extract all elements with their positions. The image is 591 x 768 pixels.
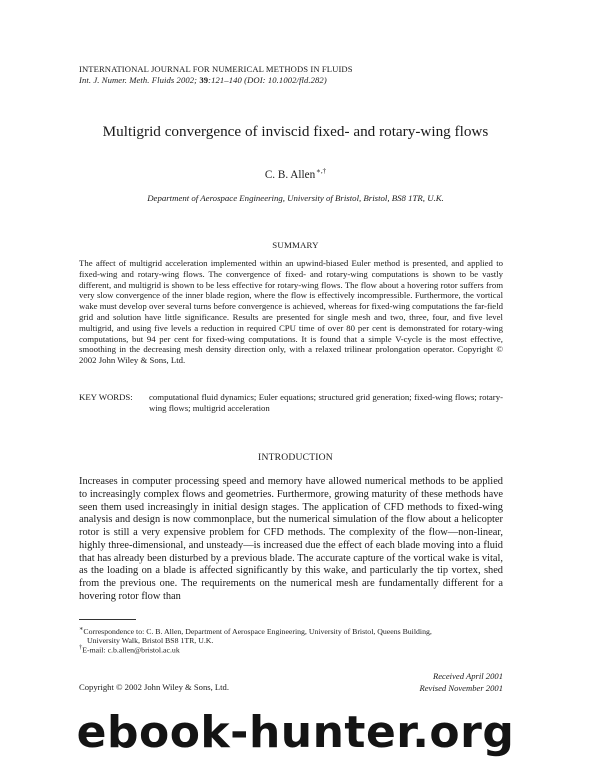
paper-title: Multigrid convergence of inviscid fixed- and rotary-wing flows <box>102 123 489 140</box>
author-email[interactable]: E-mail: c.b.allen@bristol.ac.uk <box>82 645 180 655</box>
summary-heading: SUMMARY <box>272 240 319 250</box>
citation-pages-doi: :121–140 (DOI: 10.1002/fld.282) <box>208 75 327 85</box>
citation-journal-abbrev: Int. J. Numer. Meth. Fluids <box>79 75 175 85</box>
manuscript-dates <box>419 671 503 694</box>
correspondence-line-2: University Walk, Bristol BS8 1TR, U.K. <box>87 636 214 645</box>
journal-header <box>79 64 353 86</box>
citation-year: 2002; <box>174 75 200 85</box>
journal-name: INTERNATIONAL JOURNAL FOR NUMERICAL METHODS IN FLUIDS <box>79 64 353 74</box>
keywords-text: computational fluid dynamics; Euler equations; structured grid generation; fixed-wing flows; rotary-wing flows; multigrid acceleration <box>149 392 503 413</box>
affiliation: Department of Aerospace Engineering, University of Bristol, Bristol, BS8 1TR, U.K. <box>147 193 444 203</box>
correspondence-line-1: Correspondence to: C. B. Allen, Department of Aerospace Engineering, University of Bristol, Queens Building, <box>83 626 432 636</box>
author-name: C. B. Allen <box>264 169 316 181</box>
keywords-label: KEY WORDS: <box>79 392 133 402</box>
citation-volume: 39 <box>199 75 209 85</box>
watermark-logo: ebook-hunter.org <box>76 707 515 758</box>
received-date: Received April 2001 <box>432 671 503 681</box>
footnote-email <box>79 643 503 655</box>
author-line <box>0 167 591 181</box>
copyright-line: Copyright © 2002 John Wiley & Sons, Ltd. <box>79 682 229 692</box>
keywords-block <box>79 392 503 414</box>
summary-text: The affect of multigrid acceleration implemented within an upwind-biased Euler method is presented, and applied to fixed-wing and rotary-wing flows. The convergence of fixed- and rotary-wing computations is shown to be vastly different, and multigrid is shown to be less effective for rotary-wing flows. The flow about a hovering rotor suffers from very slow convergence of the inner blade region, where the flow is effectively incompressible. Furthermore, the vortical wake must develop over several turns before convergence is achieved, whereas for fixed-wing computations the far-field grid and solution have little significance. Results are presented for single mesh and two, three, four, and five level multigrid, and using five levels a reduction in required CPU time of over 80 per cent is demonstrated for rotary-wing computations, but 94 per cent for fixed-wing computations. It is found that a simple V-cycle is the most effective, smoothing in the decreasing mesh density direction only, with a relaxed trilinear prolongation operator. Copyright © 2002 John Wiley & Sons, Ltd. <box>79 258 503 366</box>
author-footnote-marks: ∗,† <box>316 167 327 175</box>
introduction-heading: INTRODUCTION <box>258 452 333 463</box>
footnote-mark-email: † <box>79 644 83 651</box>
journal-citation <box>79 75 353 86</box>
introduction-text: Increases in computer processing speed and memory have allowed numerical methods to be applied to increasingly complex flows and geometries. Furthermore, growing maturity of these methods have seen them used increasingly in initial design stages. The application of CFD methods to fixed-wing analysis and design is now commonplace, but the numerical simulation of the flow about a helicopter rotor is still a very expensive problem for CFD methods. The complexity of the flow—non-linear, highly three-dimensional, and unsteady—is increased due the effect of each blade moving into a fluid that has already been disturbed by a previous blade. The accurate capture of the vortical wake is vital, as the loading on a blade is affected significantly by this wake, and particularly the tip vortex, shed from the previous one. The requirements on the numerical mesh are fundamentally different for a hovering rotor flow than <box>79 476 503 602</box>
footnote-rule <box>79 619 136 620</box>
revised-date: Revised November 2001 <box>419 682 503 693</box>
footnote-mark-correspondence: ∗ <box>79 625 84 632</box>
